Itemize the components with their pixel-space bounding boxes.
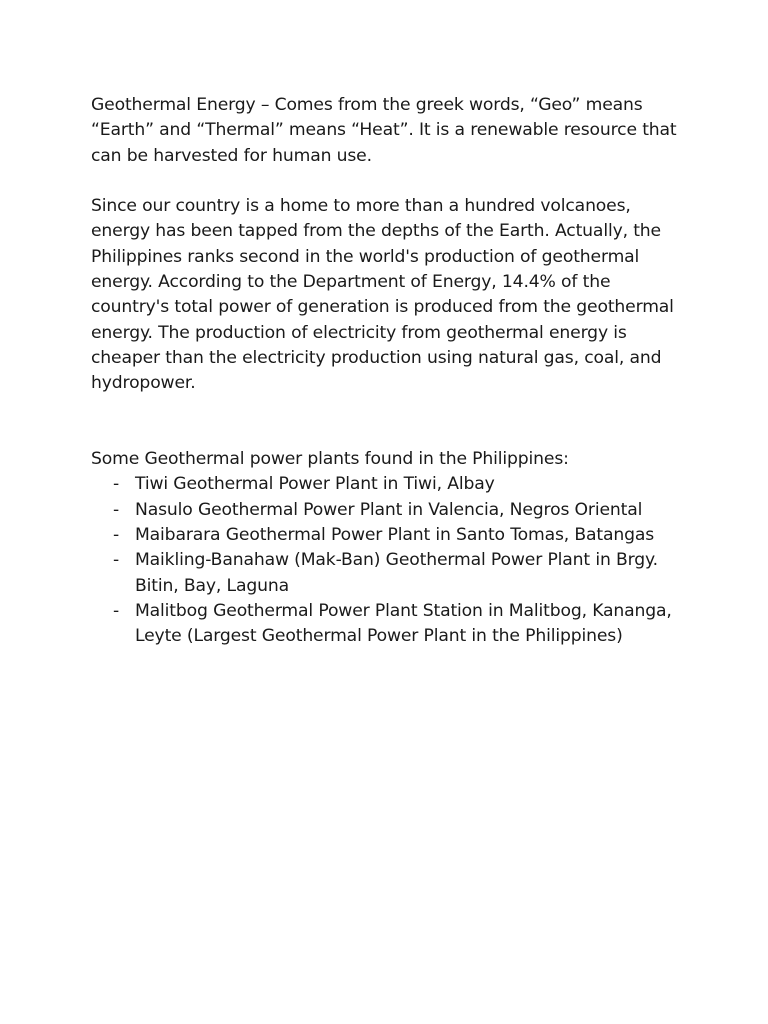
list-item-text: Tiwi Geothermal Power Plant in Tiwi, Albay [135,474,495,495]
list-item [91,472,691,497]
list-dash: - [113,600,120,621]
document-body [91,93,691,650]
list-item-text: Maikling-Banahaw (Mak-Ban) Geothermal Power Plant in Brgy. Bitin, Bay, Laguna [135,550,658,596]
list-item-text: Malitbog Geothermal Power Plant Station in Malitbog, Kananga, Leyte (Largest Geothermal Power Plant in the Philippines) [135,600,672,647]
list-item [91,599,691,650]
list-intro: Some Geothermal power plants found in the Philippines: [91,449,569,470]
list-dash: - [113,474,120,495]
paragraph-spacer [91,169,691,194]
list-item [91,523,691,548]
list-item [91,548,691,599]
list-item-text: Maibarara Geothermal Power Plant in Santo Tomas, Batangas [135,525,655,546]
paragraph-spacer [91,397,691,448]
list-dash: - [113,550,120,571]
paragraph-definition: Geothermal Energy – Comes from the greek words, “Geo” means “Earth” and “Thermal” means “Heat”. It is a renewable resource that can be harvested for human use. [91,95,677,166]
list-item-text: Nasulo Geothermal Power Plant in Valencia, Negros Oriental [135,499,643,520]
paragraph-philippines: Since our country is a home to more than a hundred volcanoes, energy has been tapped from the depths of the Earth. Actually, the Philippines ranks second in the world's production of geothermal energy. According to the Department of Energy, 14.4% of the country's total power of generation is produced from the geothermal energy. The production of electricity from geothermal energy is cheaper than the electricity production using natural gas, coal, and hydropower. [91,196,674,394]
list-dash: - [113,499,120,520]
list-item [91,498,691,523]
list-dash: - [113,525,120,546]
power-plant-list [91,472,691,649]
